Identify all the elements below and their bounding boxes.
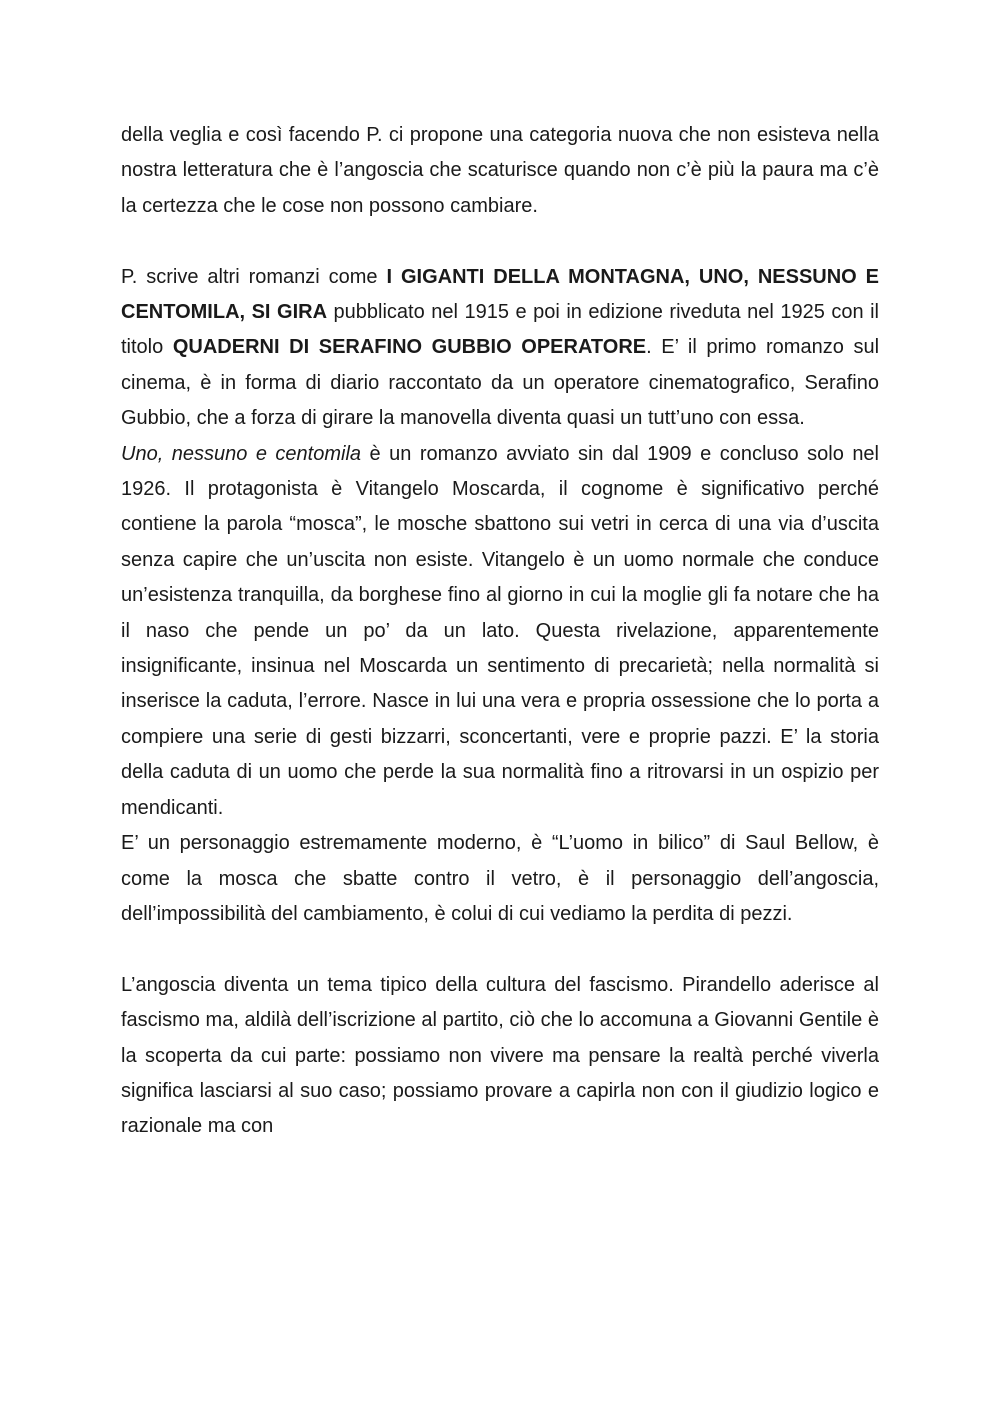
italic-novel-title: Uno, nessuno e centomila (121, 442, 362, 465)
paragraph-personaggio-moderno (121, 826, 879, 932)
bold-novel-titles: I GIGANTI DELLA MONTAGNA, UNO, NESSUNO E CENTOMILA, SI GIRA (121, 265, 880, 324)
paragraph-angoscia-categoria (121, 118, 879, 224)
paragraph-text: della veglia e così facendo P. ci propone una categoria nuova che non esisteva nella nostra letteratura che è l’angoscia che scaturisce quando non c’è più la paura ma c’è la certezza che le cose non possono cambiare. (121, 124, 879, 217)
paragraph-spacer (121, 224, 879, 259)
paragraph-text: L’angoscia diventa un tema tipico della cultura del fascismo. Pirandello aderisce al fascismo ma, aldilà dell’iscrizione al partito, ciò che lo accomuna a Giovanni Gentile è la scoperta da cui parte: possiamo non vivere ma pensare la realtà perché viverla significa lasciarsi al suo caso; possiamo provare a capirla non con il giudizio logico e razionale ma con (121, 973, 879, 1138)
document-body (121, 118, 879, 1145)
paragraph-text: P. scrive altri romanzi come (121, 265, 387, 288)
paragraph-fascismo (121, 968, 879, 1145)
paragraph-text: è un romanzo avviato sin dal 1909 e concluso solo nel 1926. Il protagonista è Vitangelo Moscarda, il cognome è significativo perché contiene la parola “mosca”, le mosche sbattono sui vetri in cerca di una via d’uscita senza capire che un’uscita non esiste. Vitangelo è un uomo normale che conduce un’esistenza tranquilla, da borghese fino al giorno in cui la moglie gli fa notare che ha il naso che pende un po’ da un lato. Questa rivelazione, apparentemente insignificante, insinua nel Moscarda un sentimento di precarietà; nella normalità si inserisce la caduta, l’errore. Nasce in lui una vera e propria ossessione che lo porta a compiere una serie di gesti bizzarri, sconcertanti, vere e proprie pazzi. E’ la storia della caduta di un uomo che perde la sua normalità fino a ritrovarsi in un ospizio per mendicanti. (121, 442, 880, 819)
paragraph-altri-romanzi (121, 260, 879, 437)
paragraph-text: pubblicato nel 1915 e poi in edizione riveduta nel 1925 con il titolo (121, 301, 879, 359)
paragraph-uno-nessuno (121, 437, 879, 826)
paragraph-text: . E’ il primo romanzo sul cinema, è in forma di diario raccontato da un operatore cinematografico, Serafino Gubbio, che a forza di girare la manovella diventa quasi un tutt’uno con essa. (121, 336, 880, 430)
paragraph-spacer (121, 932, 879, 967)
bold-novel-title-quaderni: QUADERNI DI SERAFINO GUBBIO OPERATORE (172, 336, 647, 359)
paragraph-text: E’ un personaggio estremamente moderno, è “L’uomo in bilico” di Saul Bellow, è come la mosca che sbatte contro il vetro, è il personaggio dell’angoscia, dell’impossibilità del cambiamento, è colui di cui vediamo la perdita di pezzi. (121, 832, 879, 925)
